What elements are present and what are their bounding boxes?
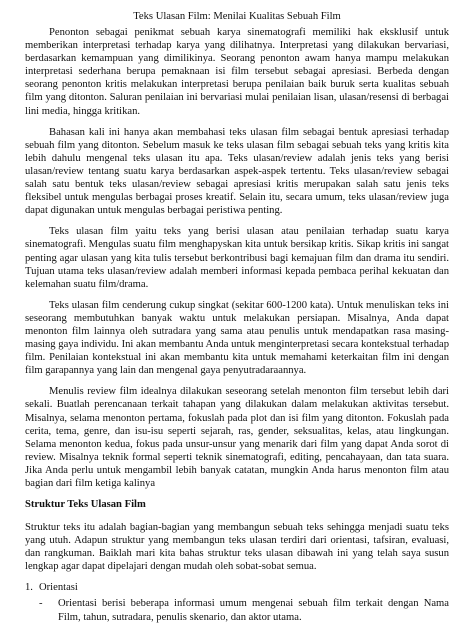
list-label: Orientasi (39, 582, 78, 594)
list-item-orientation (25, 581, 449, 594)
paragraph-definition: Bahasan kali ini hanya akan membahasi teks ulasan film sebagai bentuk apresiasi terhadap sebuah film yang ditonton. Sebelum masuk ke teks ulasan film sebagai sebuah teks yang kritis kita lebih dahulu mengenal teks ulasan itu apa. Teks ulasan/review adalah jenis teks yang berisi ulasan/review tentang suatu karya berdasarkan aspek-aspek tertentu. Teks ulasan/review sebagai salah satu bentuk teks ulasan/review sebagai apresiasi kritis merupakan salah satu jenis teks fleksibel untuk mengulas berbagai proses kreatif. Selain itu, secara umum, teks ulasan/review juga dapat digunakan untuk mengulas berbagai peristiwa penting. (25, 126, 449, 217)
paragraph-writing-tips: Menulis review film idealnya dilakukan seseorang setelah menonton film tersebut lebih dari sekali. Buatlah perencanaan terkait tahapan yang dilakukan dalam melakukan aktivitas tersebut. Misalnya, selama menonton pertama, fokuslah pada plot dan isi film yang ditonton. Fokuslah pada cerita, tema, genre, dan isu-isu seperti sejarah, ras, gender, seksualitas, kelas, atau lingkungan. Selama menonton kedua, fokus pada unsur-unsur yang menarik dari film yang dapat Anda sorot di review. Misalnya teknik formal seperti teknik sinematografi, editing, pencahayaan, dan tata suara. Jika Anda perlu untuk mengambil lebih banyak catatan, mungkin Anda harus menonton film atau bagian dari film ketiga kalinya (25, 386, 449, 489)
sublist-item-orientation (39, 597, 449, 623)
list-number: 1. (25, 582, 33, 594)
sublist-text: Orientasi berisi beberapa informasi umum mengenai sebuah film terkait dengan Nama Film, tahun, sutradara, penulis skenario, dan aktor utama. (58, 598, 449, 623)
document-title: Teks Ulasan Film: Menilai Kualitas Sebuah Film (133, 11, 341, 22)
paragraph-intro: Penonton sebagai penikmat sebuah karya sinematografi memiliki hak eksklusif untuk memberikan interpretasi terhadap karya yang dilihatnya. Interpretasi yang dilakukan bervariasi, berdasarkan kemampuan yang dimilikinya. Seorang penonton awam hanya mampu melakukan interpretasi sederhana berupa pemaknaan isi film tersebut sebagai apresiasi. Berbeda dengan seorang penonton kritis melakukan interpretasi berupa penilaian baik buruk serta kualitas sebuah film yang ditonton. Saluran penilaian ini bervariasi mulai penilaian lisan, ulasan/resensi di berbagai lini media, hingga kritikan. (25, 27, 449, 117)
paragraph-structure: Struktur teks itu adalah bagian-bagian yang membangun sebuah teks sehingga menjadi suatu teks yang utuh. Adapun struktur yang membangun teks ulasan terdiri dari orientasi, tafsiran, evaluasi, dan rangkuman. Baiklah mari kita bahas struktur teks ulasan dibawah ini yang telah saya susun lengkap agar dapat dipelajari dengan mudah oleh sobat-sobat semua. (25, 522, 449, 573)
section-heading: Struktur Teks Ulasan Film (25, 499, 146, 511)
dash-bullet: - (39, 598, 43, 610)
document-page (25, 10, 449, 624)
paragraph-film-review: Teks ulasan film yaitu teks yang berisi ulasan atau penilaian terhadap suatu karya sinematografi. Mengulas suatu film menghaруskan kita untuk bersikap kritis. Sikap kritis ini sangat penting agar ulasan yang kita tulis tersebut berkontribusi bagi kemajuan film dan drama itu sendiri. Tujuan utama teks ulasan/review adalah memberi informasi kepada pembaca perihal kekuatan dan kelemahan suatu film/drama. (25, 226, 449, 290)
paragraph-length: Teks ulasan film cenderung cukup singkat (sekitar 600-1200 kata). Untuk menuliskan teks ini seseorang membutuhkan banyak waktu untuk melakukan persiapan. Misalnya, Anda dapat menonton film lainnya oleh sutradara yang sama atau penulis untuk mendapatkan rasa masing-masing gaya individu. Ini akan membantu Anda untuk menginterpretasi secara kontekstual terhadap film. Penilaian kontekstual ini akan membantu kita untuk memahami keterkaitan film ini dengan film garapannya yang lain dan mengenal gaya penyutradaraannya. (25, 299, 449, 377)
